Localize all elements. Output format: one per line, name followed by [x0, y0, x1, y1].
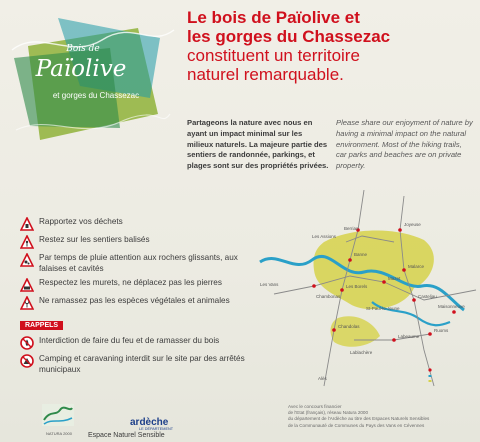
map-label-b: Les Assions [312, 234, 337, 239]
map-label-g: Joyeuse [404, 222, 421, 227]
rappels-label: RAPPELS [20, 321, 63, 330]
credits [288, 404, 478, 429]
natura2000-caption: NATURA 2000 [46, 431, 72, 436]
rockfall-icon [20, 253, 34, 267]
reminder-text: Camping et caravaning interdit sur le site par des arrêtés municipaux [39, 354, 245, 374]
rule-litter [20, 217, 252, 231]
ardeche-logo [130, 417, 230, 431]
wall-icon [20, 278, 34, 292]
map-label-n: Ruoms [434, 328, 449, 333]
rule-text: Restez sur les sentiers balisés [39, 235, 150, 244]
rule-text: Respectez les murets, ne déplacez pas les pierres [39, 278, 222, 287]
map-label-h: Mazet [388, 276, 401, 281]
area-map [254, 190, 478, 390]
logo-shapes [10, 18, 175, 148]
page-title [187, 8, 477, 84]
map-label-l: Maisonneuve [438, 304, 465, 309]
ardeche-sub: LE DÉPARTEMENT [139, 427, 174, 431]
map-label-d: Berrias [344, 226, 359, 231]
rule-text: Rapportez vos déchets [39, 217, 123, 226]
ens-label: Espace Naturel Sensible [88, 432, 165, 439]
rule-plant [20, 296, 252, 310]
protected-zone-south [331, 316, 380, 347]
credit-line: Avec le concours financier [288, 404, 342, 409]
path-icon [20, 235, 34, 249]
map-label-p: Lablachère [350, 350, 373, 355]
map-label-q: St-Paul-le-Jeune [366, 306, 400, 311]
title-line1: Le bois de Païolive et [187, 8, 360, 27]
logo-line2: Païolive [35, 56, 127, 82]
title-line4: naturel remarquable. [187, 65, 344, 85]
credit-line: de l'Etat (français), réseau Natura 2000 [288, 410, 369, 416]
map-label-m: Labeaume [398, 334, 420, 339]
plant-icon [20, 296, 34, 310]
map-label-o: Alès [318, 376, 327, 381]
map-label-e: Banne [354, 252, 368, 257]
no-fire-icon [20, 336, 34, 350]
map-label-i: Casteljau [418, 294, 437, 299]
credit-line: du département de l'Ardèche au titre des Espaces Naturels Sensibles [288, 416, 430, 422]
reminder-no-fire [20, 336, 252, 350]
reminder-text: Interdiction de faire du feu et de ramasser du bois [39, 336, 220, 345]
map-label-f: Malarce [408, 264, 425, 269]
map-label-a: Les Vans [260, 282, 279, 287]
intro-english: Please share our enjoyment of nature by having a minimal impact on the natural environment. Most of the hiking trails, car parks and beaches are on private property. [336, 118, 473, 171]
map-legend [428, 368, 431, 382]
litter-icon [20, 217, 34, 231]
rule-rockfall [20, 253, 252, 274]
no-camping-icon [20, 354, 34, 368]
rule-text: Par temps de pluie attention aux rochers glissants, aux falaises et cavités [39, 253, 238, 273]
rules-list [20, 217, 252, 379]
map-label-j: Les Borels [346, 284, 368, 289]
map-label-k: Chandolas [338, 324, 360, 329]
intro-french: Partageons la nature avec nous en ayant un impact minimal sur les milieux naturels. La majeure partie des sentiers de randonnée, parkings, et plages sont sur des propriétés privées. [187, 118, 329, 171]
logo-line3: et gorges du Chassezac [52, 91, 140, 100]
logo-line1: Bois de [66, 44, 100, 54]
title-line2: les gorges du Chassezac [187, 27, 391, 47]
ardeche-wordmark: ardèche [130, 417, 169, 428]
reminder-no-camping [20, 354, 252, 375]
title-line3: constituent un territoire [187, 46, 360, 66]
rule-path [20, 235, 252, 249]
rule-wall [20, 278, 252, 292]
credit-line: de la Communauté de Communes du Pays des Vans en Cévennes [288, 422, 425, 428]
map-label-c: Chambonas [316, 294, 341, 299]
rule-text: Ne ramassez pas les espèces végétales et animales [39, 296, 230, 305]
